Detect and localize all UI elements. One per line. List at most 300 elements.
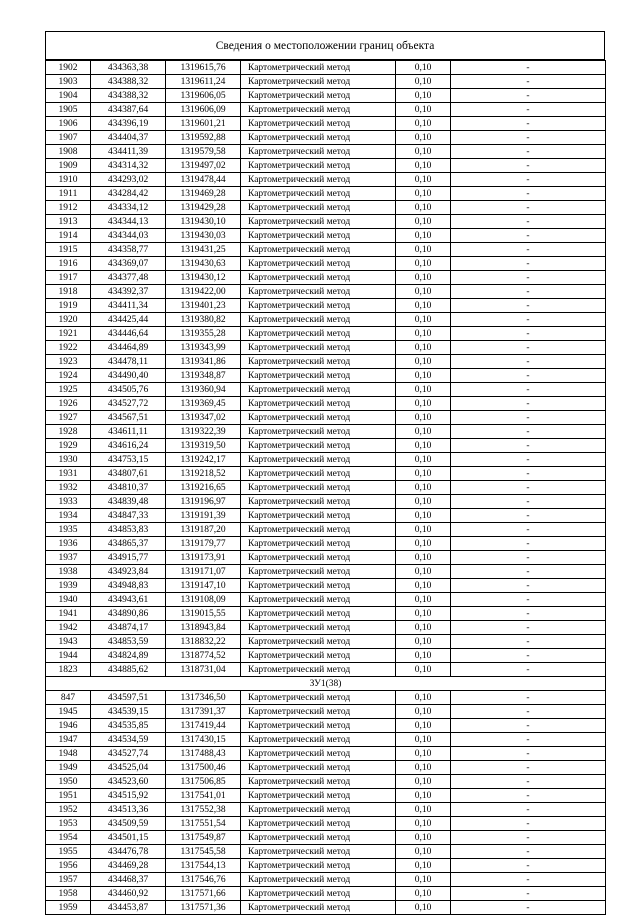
cell-coord-y: 1319615,76 [166, 61, 241, 75]
section-row [46, 677, 606, 691]
cell-point-number: 1945 [46, 705, 91, 719]
cell-method: Картометрический метод [241, 425, 396, 439]
cell-accuracy: 0,10 [396, 411, 451, 425]
cell-accuracy: 0,10 [396, 789, 451, 803]
cell-method: Картометрический метод [241, 61, 396, 75]
cell-method: Картометрический метод [241, 313, 396, 327]
cell-description: - [451, 705, 606, 719]
cell-point-number: 1956 [46, 859, 91, 873]
table-row [46, 341, 606, 355]
cell-point-number: 1936 [46, 537, 91, 551]
cell-accuracy: 0,10 [396, 341, 451, 355]
cell-accuracy: 0,10 [396, 481, 451, 495]
cell-coord-y: 1319322,39 [166, 425, 241, 439]
table-row [46, 103, 606, 117]
cell-coord-x: 434527,72 [91, 397, 166, 411]
cell-method: Картометрический метод [241, 271, 396, 285]
cell-description: - [451, 621, 606, 635]
cell-point-number: 1917 [46, 271, 91, 285]
table-row [46, 327, 606, 341]
cell-coord-y: 1319242,17 [166, 453, 241, 467]
cell-coord-x: 434525,04 [91, 761, 166, 775]
cell-coord-y: 1317419,44 [166, 719, 241, 733]
cell-method: Картометрический метод [241, 355, 396, 369]
cell-coord-x: 434807,61 [91, 467, 166, 481]
cell-coord-x: 434388,32 [91, 89, 166, 103]
table-row [46, 313, 606, 327]
cell-method: Картометрический метод [241, 789, 396, 803]
cell-coord-x: 434469,28 [91, 859, 166, 873]
cell-method: Картометрический метод [241, 145, 396, 159]
cell-description: - [451, 411, 606, 425]
cell-description: - [451, 383, 606, 397]
cell-description: - [451, 313, 606, 327]
cell-coord-y: 1319171,07 [166, 565, 241, 579]
table-row [46, 565, 606, 579]
cell-point-number: 1903 [46, 75, 91, 89]
table-row [46, 845, 606, 859]
cell-description: - [451, 593, 606, 607]
cell-description: - [451, 243, 606, 257]
cell-coord-y: 1319108,09 [166, 593, 241, 607]
cell-method: Картометрический метод [241, 859, 396, 873]
cell-description: - [451, 75, 606, 89]
cell-coord-x: 434501,15 [91, 831, 166, 845]
cell-coord-x: 434534,59 [91, 733, 166, 747]
cell-point-number: 1913 [46, 215, 91, 229]
table-row [46, 369, 606, 383]
cell-accuracy: 0,10 [396, 117, 451, 131]
table-row [46, 481, 606, 495]
cell-coord-x: 434404,37 [91, 131, 166, 145]
cell-coord-x: 434865,37 [91, 537, 166, 551]
table-row [46, 551, 606, 565]
cell-coord-x: 434597,51 [91, 691, 166, 705]
cell-accuracy: 0,10 [396, 551, 451, 565]
cell-coord-y: 1318943,84 [166, 621, 241, 635]
cell-method: Картометрический метод [241, 579, 396, 593]
table-row [46, 523, 606, 537]
cell-accuracy: 0,10 [396, 173, 451, 187]
cell-method: Картометрический метод [241, 103, 396, 117]
cell-point-number: 1920 [46, 313, 91, 327]
cell-description: - [451, 271, 606, 285]
cell-coord-y: 1319218,52 [166, 467, 241, 481]
table-row [46, 467, 606, 481]
cell-description: - [451, 61, 606, 75]
cell-accuracy: 0,10 [396, 747, 451, 761]
cell-coord-y: 1317544,13 [166, 859, 241, 873]
cell-method: Картометрический метод [241, 481, 396, 495]
table-row [46, 607, 606, 621]
cell-accuracy: 0,10 [396, 509, 451, 523]
table-row [46, 61, 606, 75]
cell-description: - [451, 523, 606, 537]
table-row [46, 537, 606, 551]
cell-coord-x: 434377,48 [91, 271, 166, 285]
table-row [46, 649, 606, 663]
table-row [46, 145, 606, 159]
cell-coord-y: 1319431,25 [166, 243, 241, 257]
cell-accuracy: 0,10 [396, 439, 451, 453]
cell-point-number: 1910 [46, 173, 91, 187]
cell-accuracy: 0,10 [396, 635, 451, 649]
cell-coord-x: 434314,32 [91, 159, 166, 173]
cell-description: - [451, 649, 606, 663]
cell-coord-x: 434476,78 [91, 845, 166, 859]
cell-accuracy: 0,10 [396, 103, 451, 117]
cell-point-number: 1931 [46, 467, 91, 481]
table-row [46, 229, 606, 243]
cell-coord-x: 434446,64 [91, 327, 166, 341]
cell-coord-x: 434567,51 [91, 411, 166, 425]
cell-point-number: 1908 [46, 145, 91, 159]
cell-description: - [451, 509, 606, 523]
table-row [46, 117, 606, 131]
cell-coord-x: 434344,03 [91, 229, 166, 243]
cell-accuracy: 0,10 [396, 859, 451, 873]
cell-point-number: 1914 [46, 229, 91, 243]
cell-coord-x: 434468,37 [91, 873, 166, 887]
cell-method: Картометрический метод [241, 187, 396, 201]
cell-coord-y: 1319347,02 [166, 411, 241, 425]
cell-point-number: 1939 [46, 579, 91, 593]
cell-coord-x: 434611,11 [91, 425, 166, 439]
table-row [46, 635, 606, 649]
cell-coord-y: 1317506,85 [166, 775, 241, 789]
cell-coord-y: 1319606,05 [166, 89, 241, 103]
cell-accuracy: 0,10 [396, 425, 451, 439]
cell-coord-y: 1319430,03 [166, 229, 241, 243]
cell-point-number: 1902 [46, 61, 91, 75]
cell-coord-x: 434363,38 [91, 61, 166, 75]
cell-accuracy: 0,10 [396, 761, 451, 775]
cell-method: Картометрический метод [241, 817, 396, 831]
cell-coord-y: 1317391,37 [166, 705, 241, 719]
cell-coord-x: 434453,87 [91, 901, 166, 915]
cell-description: - [451, 453, 606, 467]
cell-description: - [451, 369, 606, 383]
cell-accuracy: 0,10 [396, 159, 451, 173]
cell-accuracy: 0,10 [396, 229, 451, 243]
cell-accuracy: 0,10 [396, 201, 451, 215]
cell-accuracy: 0,10 [396, 257, 451, 271]
cell-accuracy: 0,10 [396, 537, 451, 551]
cell-method: Картометрический метод [241, 649, 396, 663]
cell-method: Картометрический метод [241, 607, 396, 621]
cell-coord-y: 1319422,00 [166, 285, 241, 299]
cell-accuracy: 0,10 [396, 733, 451, 747]
cell-method: Картометрический метод [241, 397, 396, 411]
table-row [46, 257, 606, 271]
cell-accuracy: 0,10 [396, 873, 451, 887]
cell-coord-x: 434853,83 [91, 523, 166, 537]
table-row [46, 383, 606, 397]
cell-point-number: 1927 [46, 411, 91, 425]
cell-accuracy: 0,10 [396, 845, 451, 859]
cell-point-number: 1949 [46, 761, 91, 775]
cell-point-number: 1933 [46, 495, 91, 509]
cell-description: - [451, 103, 606, 117]
cell-description: - [451, 201, 606, 215]
table-row [46, 663, 606, 677]
cell-description: - [451, 229, 606, 243]
cell-method: Картометрический метод [241, 621, 396, 635]
cell-method: Картометрический метод [241, 901, 396, 915]
cell-coord-x: 434853,59 [91, 635, 166, 649]
cell-accuracy: 0,10 [396, 145, 451, 159]
table-row [46, 859, 606, 873]
cell-method: Картометрический метод [241, 593, 396, 607]
cell-coord-x: 434915,77 [91, 551, 166, 565]
cell-coord-y: 1319216,65 [166, 481, 241, 495]
table-row [46, 789, 606, 803]
cell-method: Картометрический метод [241, 257, 396, 271]
cell-method: Картометрический метод [241, 551, 396, 565]
cell-point-number: 1948 [46, 747, 91, 761]
cell-description: - [451, 579, 606, 593]
coordinates-table [45, 60, 606, 915]
cell-coord-y: 1317546,76 [166, 873, 241, 887]
table-row [46, 425, 606, 439]
table-row [46, 733, 606, 747]
cell-coord-y: 1319469,28 [166, 187, 241, 201]
table-row [46, 187, 606, 201]
cell-accuracy: 0,10 [396, 691, 451, 705]
table-row [46, 355, 606, 369]
cell-accuracy: 0,10 [396, 327, 451, 341]
cell-coord-x: 434460,92 [91, 887, 166, 901]
cell-accuracy: 0,10 [396, 901, 451, 915]
cell-coord-x: 434392,37 [91, 285, 166, 299]
cell-point-number: 1907 [46, 131, 91, 145]
cell-point-number: 1952 [46, 803, 91, 817]
cell-coord-y: 1319147,10 [166, 579, 241, 593]
cell-coord-y: 1317488,43 [166, 747, 241, 761]
cell-method: Картометрический метод [241, 635, 396, 649]
cell-description: - [451, 257, 606, 271]
cell-point-number: 1957 [46, 873, 91, 887]
cell-accuracy: 0,10 [396, 89, 451, 103]
cell-coord-x: 434411,39 [91, 145, 166, 159]
cell-accuracy: 0,10 [396, 369, 451, 383]
cell-coord-x: 434943,61 [91, 593, 166, 607]
cell-accuracy: 0,10 [396, 187, 451, 201]
table-row [46, 887, 606, 901]
cell-accuracy: 0,10 [396, 817, 451, 831]
cell-method: Картометрический метод [241, 663, 396, 677]
cell-coord-x: 434839,48 [91, 495, 166, 509]
cell-point-number: 1942 [46, 621, 91, 635]
cell-point-number: 1928 [46, 425, 91, 439]
cell-description: - [451, 89, 606, 103]
cell-coord-y: 1317346,50 [166, 691, 241, 705]
cell-description: - [451, 663, 606, 677]
cell-description: - [451, 173, 606, 187]
cell-coord-x: 434490,40 [91, 369, 166, 383]
cell-point-number: 1946 [46, 719, 91, 733]
cell-description: - [451, 117, 606, 131]
table-row [46, 691, 606, 705]
cell-point-number: 847 [46, 691, 91, 705]
cell-description: - [451, 355, 606, 369]
cell-description: - [451, 537, 606, 551]
cell-accuracy: 0,10 [396, 663, 451, 677]
cell-method: Картометрический метод [241, 341, 396, 355]
cell-coord-y: 1319343,99 [166, 341, 241, 355]
cell-method: Картометрический метод [241, 117, 396, 131]
cell-point-number: 1905 [46, 103, 91, 117]
cell-method: Картометрический метод [241, 831, 396, 845]
table-row [46, 89, 606, 103]
cell-description: - [451, 817, 606, 831]
cell-coord-x: 434334,12 [91, 201, 166, 215]
cell-method: Картометрический метод [241, 523, 396, 537]
cell-coord-y: 1319497,02 [166, 159, 241, 173]
cell-accuracy: 0,10 [396, 775, 451, 789]
cell-accuracy: 0,10 [396, 467, 451, 481]
boundary-table-sheet [45, 31, 605, 915]
cell-coord-y: 1319401,23 [166, 299, 241, 313]
cell-point-number: 1930 [46, 453, 91, 467]
cell-method: Картометрический метод [241, 719, 396, 733]
cell-coord-y: 1319478,44 [166, 173, 241, 187]
cell-description: - [451, 873, 606, 887]
cell-coord-y: 1319348,87 [166, 369, 241, 383]
table-row [46, 817, 606, 831]
cell-coord-y: 1317551,54 [166, 817, 241, 831]
cell-coord-x: 434411,34 [91, 299, 166, 313]
cell-coord-x: 434464,89 [91, 341, 166, 355]
cell-accuracy: 0,10 [396, 285, 451, 299]
cell-coord-x: 434539,15 [91, 705, 166, 719]
cell-accuracy: 0,10 [396, 887, 451, 901]
cell-description: - [451, 131, 606, 145]
table-row [46, 761, 606, 775]
table-row [46, 439, 606, 453]
cell-accuracy: 0,10 [396, 299, 451, 313]
cell-coord-y: 1317552,38 [166, 803, 241, 817]
cell-method: Картометрический метод [241, 467, 396, 481]
table-row [46, 747, 606, 761]
cell-coord-y: 1319380,82 [166, 313, 241, 327]
cell-coord-x: 434388,32 [91, 75, 166, 89]
table-row [46, 397, 606, 411]
cell-point-number: 1909 [46, 159, 91, 173]
table-row [46, 509, 606, 523]
cell-description: - [451, 803, 606, 817]
cell-coord-x: 434810,37 [91, 481, 166, 495]
cell-accuracy: 0,10 [396, 383, 451, 397]
cell-description: - [451, 719, 606, 733]
cell-description: - [451, 691, 606, 705]
cell-point-number: 1932 [46, 481, 91, 495]
cell-method: Картометрический метод [241, 887, 396, 901]
cell-method: Картометрический метод [241, 705, 396, 719]
cell-method: Картометрический метод [241, 761, 396, 775]
cell-description: - [451, 831, 606, 845]
cell-coord-x: 434847,33 [91, 509, 166, 523]
table-row [46, 719, 606, 733]
cell-coord-y: 1319173,91 [166, 551, 241, 565]
cell-accuracy: 0,10 [396, 593, 451, 607]
cell-coord-y: 1319369,45 [166, 397, 241, 411]
cell-coord-y: 1319611,24 [166, 75, 241, 89]
cell-accuracy: 0,10 [396, 131, 451, 145]
cell-coord-y: 1317430,15 [166, 733, 241, 747]
cell-coord-x: 434478,11 [91, 355, 166, 369]
table-row [46, 131, 606, 145]
cell-description: - [451, 565, 606, 579]
cell-method: Картометрический метод [241, 873, 396, 887]
cell-method: Картометрический метод [241, 803, 396, 817]
cell-point-number: 1943 [46, 635, 91, 649]
cell-method: Картометрический метод [241, 201, 396, 215]
cell-description: - [451, 761, 606, 775]
cell-coord-y: 1319341,86 [166, 355, 241, 369]
table-row [46, 593, 606, 607]
cell-coord-y: 1319592,88 [166, 131, 241, 145]
cell-coord-x: 434293,02 [91, 173, 166, 187]
cell-accuracy: 0,10 [396, 565, 451, 579]
table-row [46, 775, 606, 789]
cell-coord-x: 434890,86 [91, 607, 166, 621]
cell-point-number: 1919 [46, 299, 91, 313]
cell-method: Картометрический метод [241, 327, 396, 341]
table-row [46, 285, 606, 299]
cell-coord-x: 434616,24 [91, 439, 166, 453]
cell-method: Картометрический метод [241, 775, 396, 789]
cell-coord-x: 434948,83 [91, 579, 166, 593]
table-row [46, 579, 606, 593]
cell-coord-y: 1319429,28 [166, 201, 241, 215]
cell-coord-y: 1317571,36 [166, 901, 241, 915]
cell-accuracy: 0,10 [396, 397, 451, 411]
cell-coord-y: 1319430,63 [166, 257, 241, 271]
cell-accuracy: 0,10 [396, 607, 451, 621]
cell-point-number: 1937 [46, 551, 91, 565]
cell-method: Картометрический метод [241, 75, 396, 89]
cell-coord-x: 434358,77 [91, 243, 166, 257]
cell-method: Картометрический метод [241, 159, 396, 173]
cell-point-number: 1916 [46, 257, 91, 271]
table-row [46, 495, 606, 509]
cell-coord-y: 1317500,46 [166, 761, 241, 775]
cell-coord-y: 1319319,50 [166, 439, 241, 453]
cell-coord-y: 1319360,94 [166, 383, 241, 397]
cell-method: Картометрический метод [241, 747, 396, 761]
cell-method: Картометрический метод [241, 691, 396, 705]
cell-coord-x: 434523,60 [91, 775, 166, 789]
cell-coord-x: 434284,42 [91, 187, 166, 201]
cell-point-number: 1950 [46, 775, 91, 789]
cell-description: - [451, 285, 606, 299]
cell-accuracy: 0,10 [396, 523, 451, 537]
cell-description: - [451, 635, 606, 649]
cell-coord-x: 434344,13 [91, 215, 166, 229]
cell-point-number: 1938 [46, 565, 91, 579]
table-row [46, 453, 606, 467]
cell-coord-y: 1318731,04 [166, 663, 241, 677]
cell-description: - [451, 145, 606, 159]
cell-coord-x: 434396,19 [91, 117, 166, 131]
cell-coord-x: 434509,59 [91, 817, 166, 831]
cell-point-number: 1921 [46, 327, 91, 341]
cell-coord-x: 434515,92 [91, 789, 166, 803]
cell-coord-x: 434425,44 [91, 313, 166, 327]
cell-description: - [451, 467, 606, 481]
cell-method: Картометрический метод [241, 845, 396, 859]
